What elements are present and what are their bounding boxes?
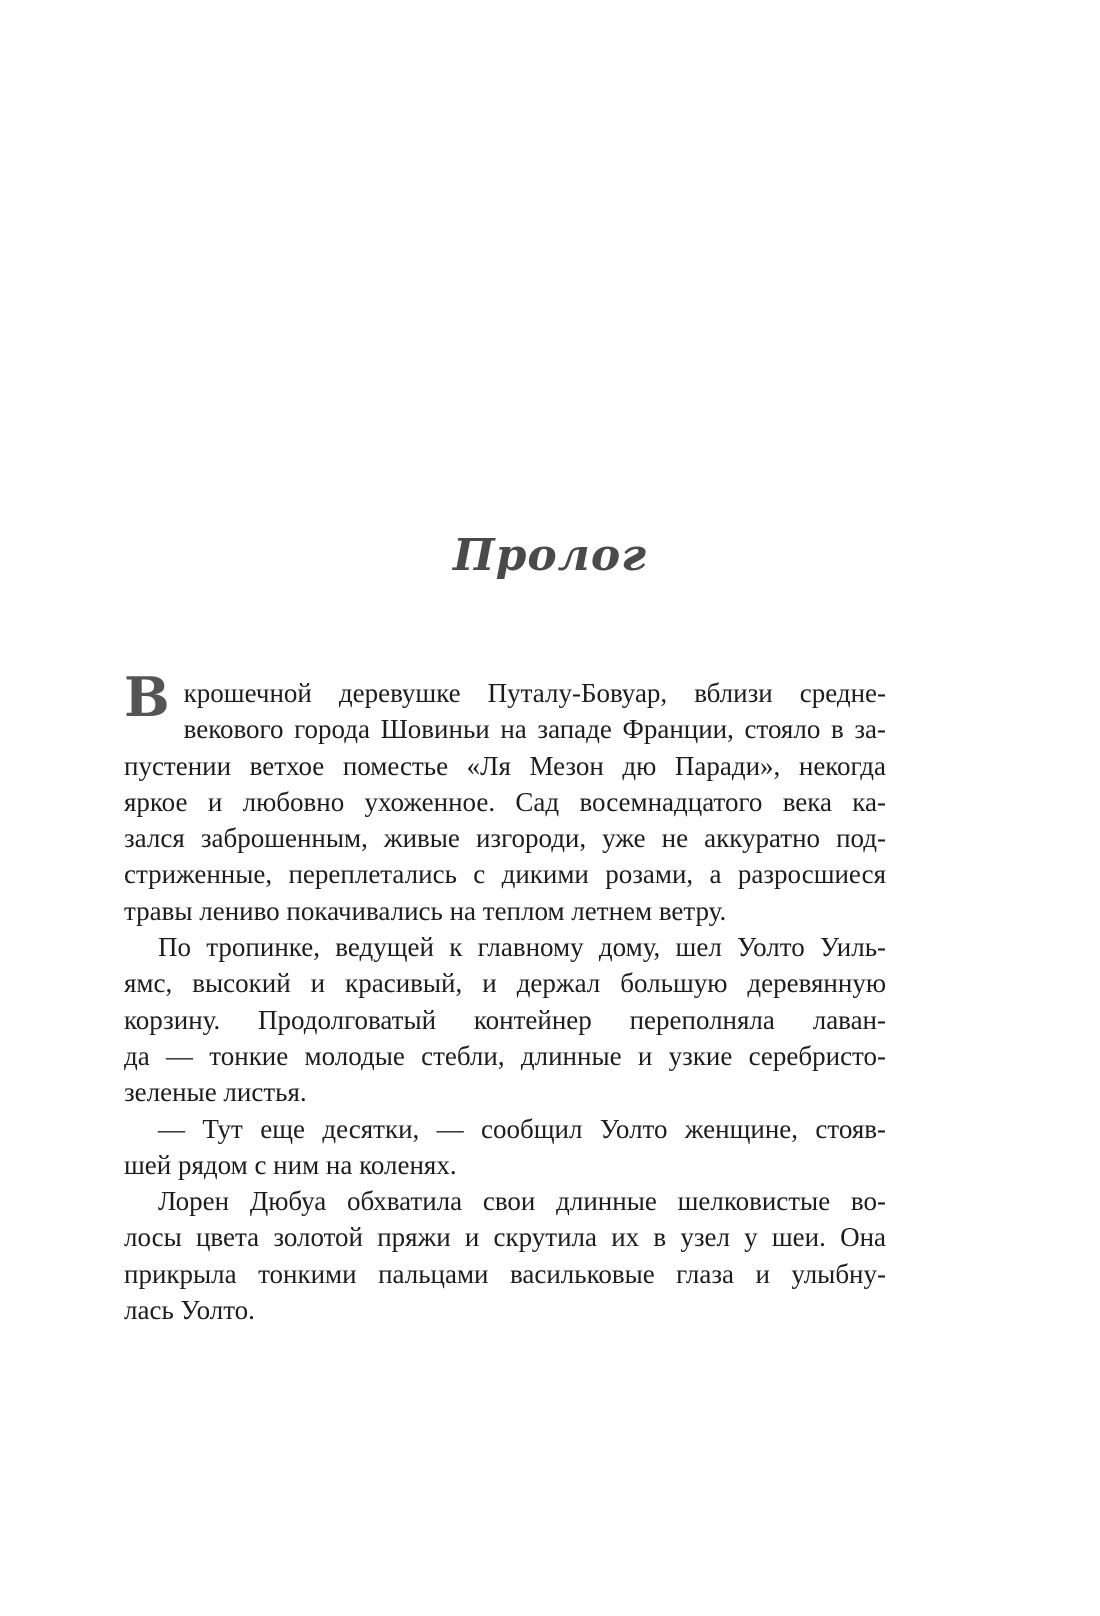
text-line: стриженные, переплетались с дикими розами, а разросшиеся bbox=[124, 859, 886, 890]
drop-cap: В bbox=[124, 665, 170, 729]
text-line: да — тонкие молодые стебли, длинные и узкие серебристо- bbox=[124, 1040, 886, 1071]
text-line: корзину. Продолговатый контейнер переполняла лаван- bbox=[124, 1004, 886, 1035]
body-text bbox=[124, 665, 886, 1328]
chapter-title: Пролог bbox=[453, 530, 647, 581]
paragraph-1-line-1 bbox=[124, 665, 886, 729]
text-line: крошечной деревушке Путалу-Бовуар, вблизи средне- bbox=[183, 678, 886, 708]
text-line: зеленые листья. bbox=[124, 1077, 307, 1108]
text-line: По тропинке, ведущей к главному дому, шел Уолто Уиль- bbox=[158, 932, 886, 963]
text-line: пустении ветхое поместье «Ля Мезон дю Паради», некогда bbox=[124, 750, 886, 781]
text-line: — Тут еще десятки, — сообщил Уолто женщине, стояв- bbox=[158, 1113, 886, 1144]
text-line: прикрыла тонкими пальцами васильковые глаза и улыбну- bbox=[124, 1258, 886, 1289]
text-line: ямс, высокий и красивый, и держал большую деревянную bbox=[124, 968, 886, 999]
text-line: векового города Шовиньи на западе Франции, стояло в за- bbox=[183, 714, 886, 745]
text-line: лосы цвета золотой пряжи и скрутила их в узел у шеи. Она bbox=[124, 1222, 886, 1253]
text-line: травы лениво покачивались на теплом летнем ветру. bbox=[124, 895, 727, 926]
text-line: зался заброшенным, живые изгороди, уже не аккуратно под- bbox=[124, 823, 886, 854]
text-line: Лорен Дюбуа обхватила свои длинные шелковистые во- bbox=[158, 1186, 886, 1217]
text-line: яркое и любовно ухоженное. Сад восемнадцатого века ка- bbox=[124, 786, 886, 817]
text-line: лась Уолто. bbox=[124, 1295, 255, 1326]
text-line: шей рядом с ним на коленях. bbox=[124, 1149, 457, 1180]
